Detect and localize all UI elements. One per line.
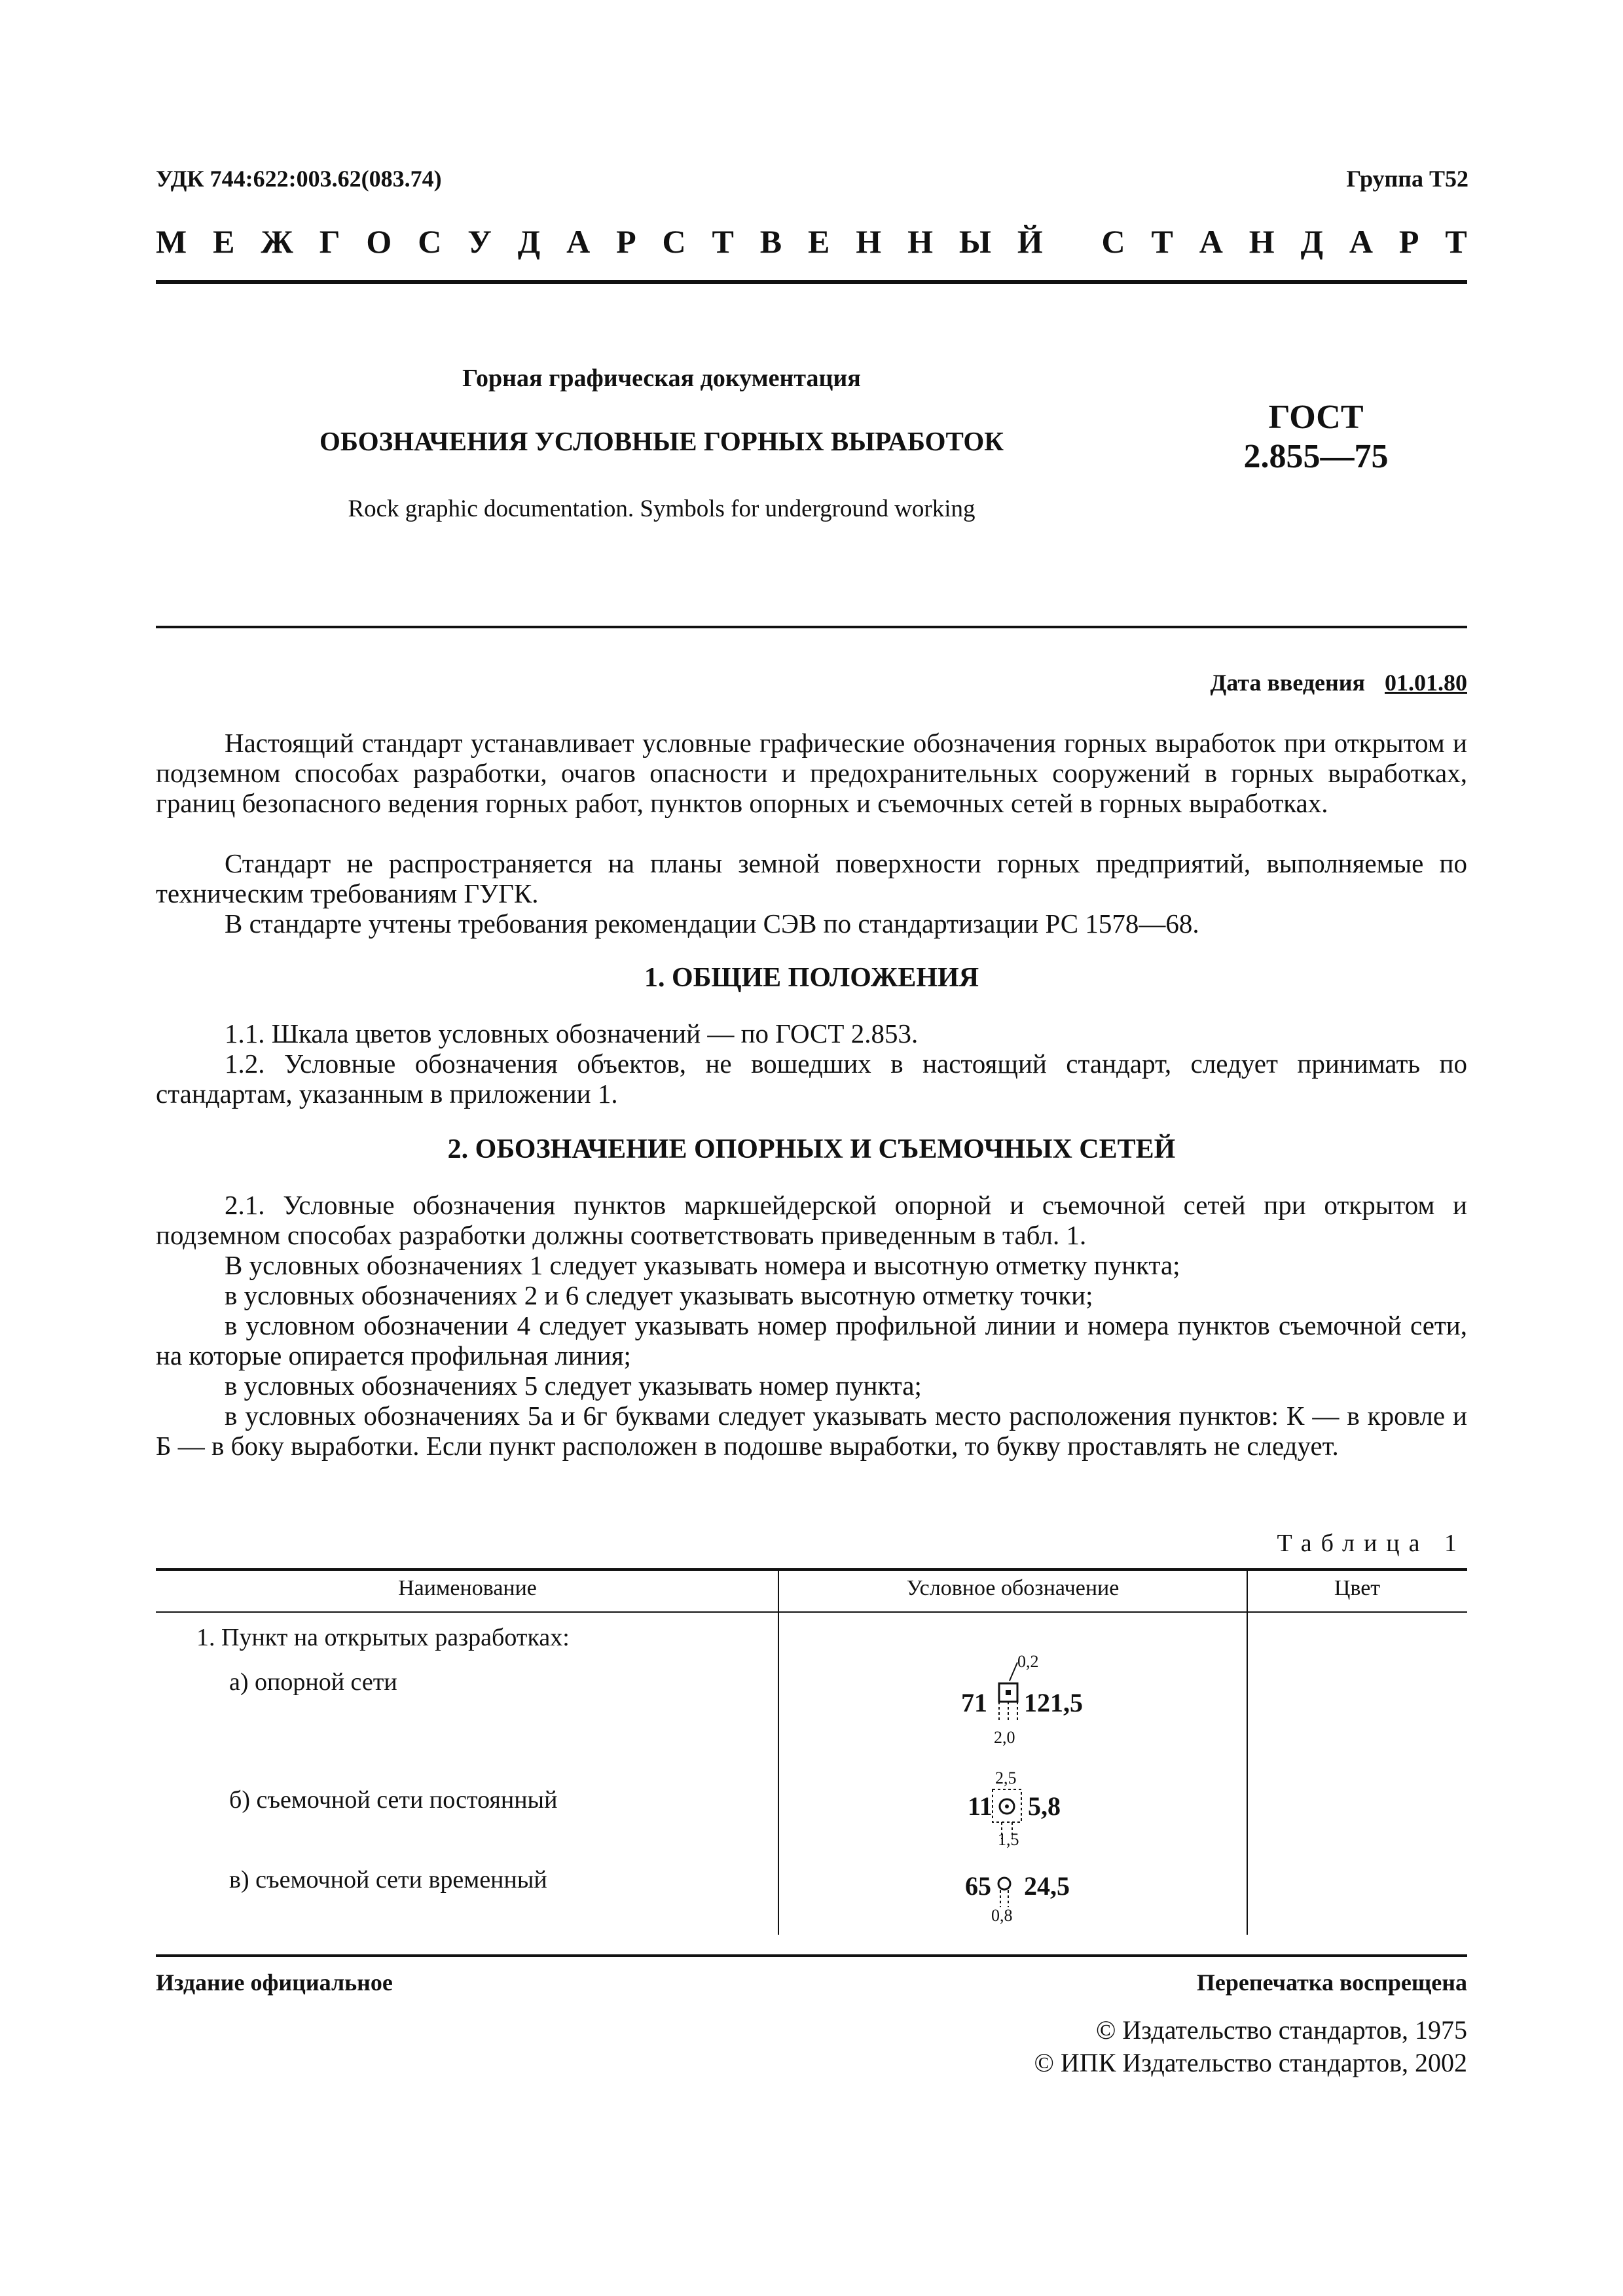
heading-letter: Р (616, 223, 636, 260)
heading-letter: Ж (261, 223, 293, 260)
dimension-label: 2,5 (995, 1768, 1017, 1787)
point-elevation: 24,5 (1024, 1871, 1070, 1901)
heading-letter: Ы (958, 223, 991, 260)
table-column-divider (1247, 1568, 1248, 1935)
section-1-heading: 1. ОБЩИЕ ПОЛОЖЕНИЯ (644, 963, 979, 993)
table-caption: Таблица 1 (1277, 1530, 1466, 1557)
table-top-rule (156, 1568, 1467, 1571)
document-title: ОБОЗНАЧЕНИЯ УСЛОВНЫЕ ГОРНЫХ ВЫРАБОТОК (319, 426, 1004, 456)
heading-letter: Т (1445, 223, 1467, 260)
date-value: 01.01.80 (1385, 670, 1467, 696)
table-group-label: 1. Пункт на открытых разработках: (196, 1624, 570, 1651)
udk-code: УДК 744:622:003.62(083.74) (156, 166, 442, 192)
section-2-paragraph-6: в условных обозначениях 5а и 6г буквами следует указывать место расположения пунктов: К — в кровле и Б — в боку выработки. Если пункт расположен в подошве выработки, то букву проставлять не следует. (156, 1401, 1467, 1461)
reference-point-icon (987, 1660, 1027, 1738)
reprint-prohibited-label: Перепечатка воспрещена (1196, 1969, 1467, 1996)
dimension-label: 1,5 (998, 1830, 1019, 1849)
table-row-name: б) съемочной сети постоянный (229, 1786, 558, 1814)
heading-letter: С (1101, 223, 1125, 260)
point-elevation: 121,5 (1024, 1688, 1083, 1717)
heading-letter: А (566, 223, 591, 260)
heading-letter: Г (319, 223, 340, 260)
heading-letter: О (366, 223, 392, 260)
heading-letter: У (467, 223, 492, 260)
section-1-paragraph-2: 1.2. Условные обозначения объектов, не вошедших в настоящий стандарт, следует принимать по стандартам, указанным в приложении 1. (156, 1049, 1467, 1109)
document-title-english: Rock graphic documentation. Symbols for underground working (348, 495, 976, 522)
heading-letter: А (1349, 223, 1373, 260)
heading-letter: В (759, 223, 782, 260)
point-number: 11 (968, 1791, 993, 1821)
heading-letter: Н (1249, 223, 1275, 260)
intro-paragraph-2: Стандарт не распространяется на планы земной поверхности горных предприятий, выполняемые по техническим требованиям ГУГК. (156, 848, 1467, 908)
section-2-paragraph-3: в условных обозначениях 2 и 6 следует указывать высотную отметку точки; (225, 1280, 1093, 1310)
group-code: Группа Т52 (1346, 166, 1468, 192)
introduction-date (1211, 669, 1468, 696)
title-rule (156, 626, 1467, 628)
copyright-line-1: © Издательство стандартов, 1975 (1095, 2015, 1467, 2045)
table-row-name: а) опорной сети (229, 1668, 397, 1696)
table-column-divider (778, 1568, 779, 1935)
heading-letter: Д (1300, 223, 1323, 260)
intro-paragraph-3: В стандарте учтены требования рекомендации СЭВ по стандартизации РС 1578—68. (225, 908, 1199, 939)
heading-letter: А (1199, 223, 1223, 260)
point-number: 65 (965, 1871, 991, 1901)
document-subtitle: Горная графическая документация (462, 365, 861, 392)
dimension-label: 2,0 (994, 1728, 1015, 1747)
dimension-label: 0,8 (991, 1906, 1013, 1925)
section-2-paragraph-2: В условных обозначениях 1 следует указывать номера и высотную отметку пункта; (225, 1250, 1180, 1280)
heading-letter: Н (856, 223, 882, 260)
official-edition-label: Издание официальное (156, 1969, 393, 1996)
table-row-name: в) съемочной сети временный (229, 1866, 547, 1893)
dimension-label: 0,2 (1017, 1652, 1039, 1671)
gost-number: 2.855—75 (1243, 438, 1389, 475)
section-2-paragraph-5: в условных обозначениях 5 следует указывать номер пункта; (225, 1371, 922, 1401)
heading-letter (1069, 223, 1076, 260)
intro-paragraph-1: Настоящий стандарт устанавливает условные графические обозначения горных выработок при открытом и подземном способах разработки, очагов опасности и предохранительных сооружений в горных выработках, границ безопасного ведения горных работ, пунктов опорных и съемочных сетей в горных выработках. (156, 728, 1467, 818)
heading-letter: Й (1017, 223, 1043, 260)
heading-letter: Е (808, 223, 830, 260)
heading-letter: С (662, 223, 686, 260)
heading-letter: Т (712, 223, 734, 260)
point-elevation: 5,8 (1028, 1791, 1061, 1821)
heading-letter: Н (907, 223, 933, 260)
heading-letter: М (156, 223, 187, 260)
table-header-rule (156, 1611, 1467, 1613)
table-header-name: Наименование (398, 1576, 537, 1600)
heading-letter: Р (1398, 223, 1419, 260)
date-label: Дата введения (1210, 670, 1365, 696)
heading-letter: Т (1151, 223, 1173, 260)
section-2-paragraph-4: в условном обозначении 4 следует указывать номер профильной линии и номера пунктов съемочной сети, на которые опирается профильная линия; (156, 1310, 1467, 1371)
table-header-symbol: Условное обозначение (906, 1576, 1120, 1600)
gost-label: ГОСТ (1268, 399, 1364, 436)
footer-rule (156, 1954, 1467, 1957)
heading-letter: С (418, 223, 442, 260)
section-2-heading: 2. ОБОЗНАЧЕНИЕ ОПОРНЫХ И СЪЕМОЧНЫХ СЕТЕЙ (447, 1134, 1176, 1164)
copyright-line-2: © ИПК Издательство стандартов, 2002 (1034, 2048, 1467, 2077)
section-1-paragraph-1: 1.1. Шкала цветов условных обозначений — по ГОСТ 2.853. (225, 1018, 919, 1049)
section-2-paragraph-1: 2.1. Условные обозначения пунктов маркшейдерской опорной и съемочной сетей при открытом и подземном способах разработки должны соответствовать приведенным в табл. 1. (156, 1190, 1467, 1250)
table-header-color: Цвет (1334, 1576, 1381, 1600)
standard-type-heading (156, 223, 1467, 260)
point-number: 71 (961, 1688, 987, 1717)
heading-letter: Е (213, 223, 235, 260)
heading-letter: Д (517, 223, 541, 260)
header-rule (156, 280, 1467, 284)
